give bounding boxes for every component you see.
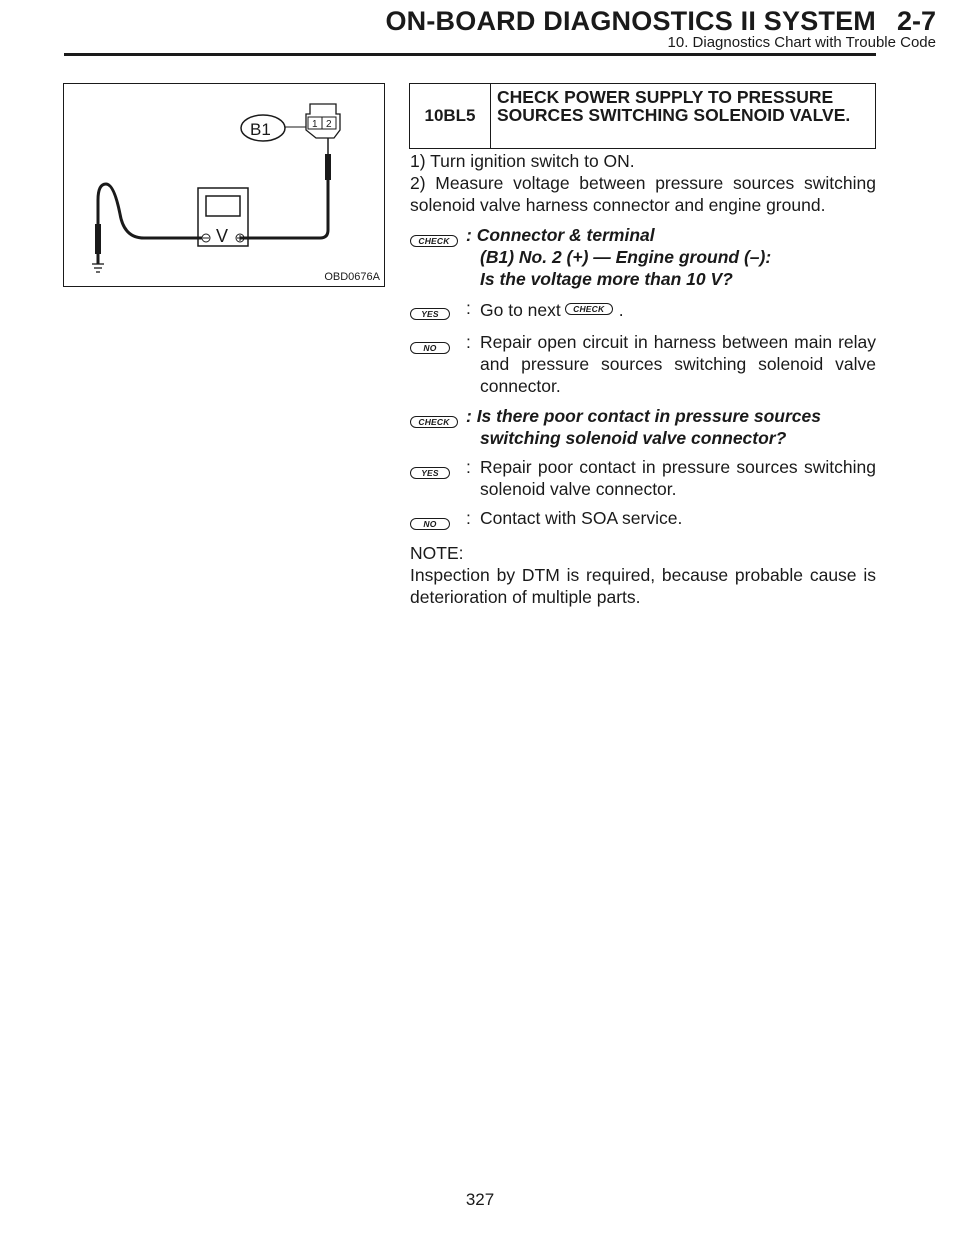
instruction-1: 1) Turn ignition switch to ON. — [410, 151, 635, 171]
colon: : — [466, 508, 471, 528]
voltmeter-symbol: V — [216, 226, 229, 246]
instruction-2: 2) Measure voltage between pressure sources switching solenoid valve harness connector and engine ground. — [410, 173, 876, 215]
colon: : — [466, 332, 471, 352]
check-icon: CHECK — [410, 416, 458, 428]
negative-lead — [98, 184, 202, 264]
check-1-yes-text: Go to next — [480, 300, 561, 320]
step-header-box — [409, 83, 876, 149]
check-1-line-2: (B1) No. 2 (+) — Engine ground (–): — [480, 247, 772, 267]
check-2-line-1: : Is there poor contact in pressure sources — [466, 406, 821, 426]
positive-lead — [240, 180, 328, 238]
check-2 — [410, 405, 876, 449]
pin-2-label: 2 — [326, 119, 332, 130]
check-2-yes — [410, 456, 876, 500]
header-rule — [64, 53, 876, 56]
check-1-question: Is the voltage more than 10 V? — [480, 269, 733, 289]
yes-icon: YES — [410, 467, 450, 479]
page-header-title: ON-BOARD DIAGNOSTICS II SYSTEM — [385, 6, 876, 36]
check-1-line-1: : Connector & terminal — [466, 225, 655, 245]
no-icon: NO — [410, 342, 450, 354]
check-2-yes-text: Repair poor contact in pressure sources switching solenoid valve connector. — [480, 457, 876, 499]
yes-icon: YES — [410, 308, 450, 320]
check-2-no-text: Contact with SOA service. — [480, 508, 683, 528]
check-icon: CHECK — [565, 303, 613, 315]
pin-1-label: 1 — [312, 119, 318, 130]
check-2-line-2: switching solenoid valve connector? — [480, 428, 787, 448]
check-1-no-text: Repair open circuit in harness between main relay and pressure sources switching solenoid valve connector. — [480, 332, 876, 396]
step-title: CHECK POWER SUPPLY TO PRESSURE SOURCES SWITCHING SOLENOID VALVE. — [497, 87, 851, 125]
colon: : — [466, 298, 471, 318]
check-icon: CHECK — [410, 235, 458, 247]
colon: : — [466, 457, 471, 477]
step-content — [410, 150, 876, 608]
wiring-figure — [63, 83, 385, 287]
note-text: Inspection by DTM is required, because probable cause is deterioration of multiple parts. — [410, 565, 876, 607]
connector-label: B1 — [250, 120, 271, 139]
voltmeter-circuit-diagram — [64, 84, 384, 286]
positive-probe — [325, 154, 331, 180]
step-code: 10BL5 — [410, 84, 491, 148]
page-header-subtitle: 10. Diagnostics Chart with Trouble Code — [667, 34, 936, 51]
section-number: 2-7 — [896, 6, 936, 36]
page-number: 327 — [465, 1190, 495, 1209]
no-icon: NO — [410, 518, 450, 530]
negative-probe — [95, 224, 101, 254]
check-1 — [410, 224, 876, 290]
check-1-yes-end: . — [618, 300, 624, 320]
check-1-no — [410, 331, 876, 397]
check-1-yes — [410, 297, 876, 324]
figure-id: OBD0676A — [324, 271, 380, 283]
check-2-no — [410, 507, 876, 534]
voltmeter-display — [206, 196, 240, 216]
note-label: NOTE: — [410, 543, 464, 563]
